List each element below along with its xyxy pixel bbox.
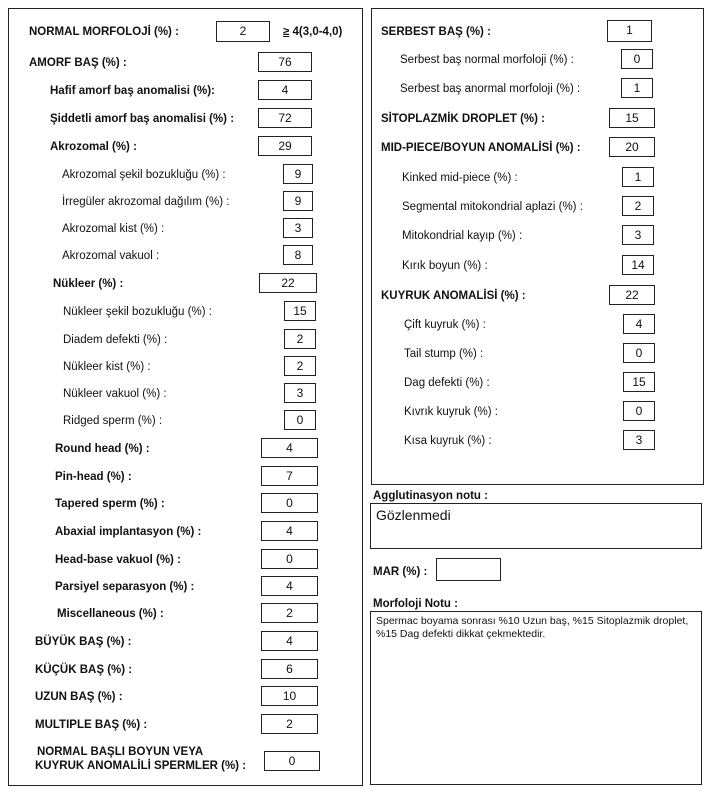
morfoloji-notu-text: Spermac boyama sonrası %10 Uzun baş, %15 Sitoplazmik droplet, %15 Dag defekti dikkat çekmektedir.: [376, 615, 689, 640]
irreguler-akrozomal-label: İrregüler akrozomal dağılım (%) :: [62, 196, 230, 208]
serbest-anormal-field[interactable]: 1: [621, 78, 653, 98]
agglutinasyon-field[interactable]: [370, 503, 702, 549]
amorf-bas-field[interactable]: 76: [258, 52, 312, 72]
kirik-boyun-label: Kırık boyun (%) :: [402, 260, 488, 272]
normal-morfoloji-reference: [283, 25, 342, 39]
dag-defekti-field[interactable]: 15: [623, 372, 655, 392]
round-head-field[interactable]: 4: [261, 438, 318, 458]
abaxial-implantasyon-label: Abaxial implantasyon (%) :: [55, 526, 202, 538]
kucuk-bas-field[interactable]: 6: [261, 659, 318, 679]
akrozomal-kist-label: Akrozomal kist (%) :: [62, 223, 165, 235]
kinked-midpiece-label: Kinked mid-piece (%) :: [402, 172, 518, 184]
akrozomal-vakuol-label: Akrozomal vakuol :: [62, 250, 160, 262]
agglutinasyon-value: Gözlenmedi: [376, 507, 451, 523]
sitoplazmik-field[interactable]: 15: [609, 108, 655, 128]
kivrik-kuyruk-field[interactable]: 0: [623, 401, 655, 421]
normal-morfoloji-label: NORMAL MORFOLOJİ (%) :: [29, 26, 179, 38]
nukleer-sekil-label: Nükleer şekil bozukluğu (%) :: [63, 306, 212, 318]
multiple-bas-field[interactable]: 2: [261, 714, 318, 734]
tail-stump-field[interactable]: 0: [623, 343, 655, 363]
normal-basli-label-line2: KUYRUK ANOMALİLİ SPERMLER (%) :: [35, 760, 247, 772]
buyuk-bas-field[interactable]: 4: [261, 631, 318, 651]
parsiyel-separasyon-label: Parsiyel separasyon (%) :: [55, 581, 195, 593]
serbest-normal-field[interactable]: 0: [621, 49, 653, 69]
uzun-bas-label: UZUN BAŞ (%) :: [35, 691, 123, 703]
mar-field[interactable]: [436, 558, 501, 581]
greater-equal-symbol: ≥: [283, 26, 290, 38]
kucuk-bas-label: KÜÇÜK BAŞ (%) :: [35, 664, 133, 676]
sitoplazmik-label: SİTOPLAZMİK DROPLET (%) :: [381, 113, 545, 125]
mitokondrial-kayip-field[interactable]: 3: [622, 225, 654, 245]
segmental-aplazi-label: Segmental mitokondrial aplazi (%) :: [402, 201, 583, 213]
reference-range: 4(3,0-4,0): [292, 26, 343, 38]
miscellaneous-label: Miscellaneous (%) :: [57, 608, 164, 620]
serbest-bas-label: SERBEST BAŞ (%) :: [381, 26, 491, 38]
kinked-midpiece-field[interactable]: 1: [622, 167, 654, 187]
nukleer-vakuol-field[interactable]: 3: [284, 383, 316, 403]
pin-head-label: Pin-head (%) :: [55, 471, 132, 483]
irreguler-akrozomal-field[interactable]: 9: [283, 191, 313, 211]
amorf-bas-label: AMORF BAŞ (%) :: [29, 57, 127, 69]
normal-basli-label-line1: NORMAL BAŞLI BOYUN VEYA: [37, 746, 204, 758]
buyuk-bas-label: BÜYÜK BAŞ (%) :: [35, 636, 132, 648]
siddetli-amorf-label: Şiddetli amorf baş anomalisi (%) :: [50, 113, 235, 125]
akrozomal-vakuol-field[interactable]: 8: [283, 245, 313, 265]
mitokondrial-kayip-label: Mitokondrial kayıp (%) :: [402, 230, 523, 242]
agglutinasyon-label: Agglutinasyon notu :: [373, 490, 488, 502]
ridged-sperm-label: Ridged sperm (%) :: [63, 415, 163, 427]
kuyruk-anomalisi-field[interactable]: 22: [609, 285, 655, 305]
nukleer-sekil-field[interactable]: 15: [284, 301, 316, 321]
serbest-bas-field[interactable]: 1: [607, 20, 652, 42]
akrozomal-field[interactable]: 29: [258, 136, 312, 156]
uzun-bas-field[interactable]: 10: [261, 686, 318, 706]
kisa-kuyruk-field[interactable]: 3: [623, 430, 655, 450]
round-head-label: Round head (%) :: [55, 443, 150, 455]
midpiece-field[interactable]: 20: [609, 137, 655, 157]
tail-stump-label: Tail stump (%) :: [404, 348, 484, 360]
kivrik-kuyruk-label: Kıvrık kuyruk (%) :: [404, 406, 498, 418]
head-base-vakuol-field[interactable]: 0: [261, 549, 318, 569]
akrozomal-sekil-field[interactable]: 9: [283, 164, 313, 184]
akrozomal-label: Akrozomal (%) :: [50, 141, 137, 153]
nukleer-label: Nükleer (%) :: [53, 278, 124, 290]
nukleer-kist-label: Nükleer kist (%) :: [63, 361, 151, 373]
kuyruk-anomalisi-label: KUYRUK ANOMALİSİ (%) :: [381, 290, 526, 302]
pin-head-field[interactable]: 7: [261, 466, 318, 486]
normal-basli-field[interactable]: 0: [264, 751, 320, 771]
miscellaneous-field[interactable]: 2: [261, 603, 318, 623]
head-base-vakuol-label: Head-base vakuol (%) :: [55, 554, 181, 566]
tapered-sperm-label: Tapered sperm (%) :: [55, 498, 165, 510]
diadem-defekti-field[interactable]: 2: [284, 329, 316, 349]
multiple-bas-label: MULTIPLE BAŞ (%) :: [35, 719, 148, 731]
parsiyel-separasyon-field[interactable]: 4: [261, 576, 318, 596]
akrozomal-kist-field[interactable]: 3: [283, 218, 313, 238]
mar-label: MAR (%) :: [373, 566, 428, 578]
cift-kuyruk-field[interactable]: 4: [623, 314, 655, 334]
serbest-normal-label: Serbest baş normal morfoloji (%) :: [400, 54, 574, 66]
midpiece-label: MID-PIECE/BOYUN ANOMALİSİ (%) :: [381, 142, 581, 154]
akrozomal-sekil-label: Akrozomal şekil bozukluğu (%) :: [62, 169, 226, 181]
cift-kuyruk-label: Çift kuyruk (%) :: [404, 319, 486, 331]
normal-morfoloji-field[interactable]: 2: [216, 21, 270, 42]
hafif-amorf-label: Hafif amorf baş anomalisi (%):: [50, 85, 215, 97]
serbest-anormal-label: Serbest baş anormal morfoloji (%) :: [400, 83, 581, 95]
abaxial-implantasyon-field[interactable]: 4: [261, 521, 318, 541]
kisa-kuyruk-label: Kısa kuyruk (%) :: [404, 435, 492, 447]
diadem-defekti-label: Diadem defekti (%) :: [63, 334, 168, 346]
nukleer-kist-field[interactable]: 2: [284, 356, 316, 376]
kirik-boyun-field[interactable]: 14: [622, 255, 654, 275]
nukleer-vakuol-label: Nükleer vakuol (%) :: [63, 388, 167, 400]
ridged-sperm-field[interactable]: 0: [284, 410, 316, 430]
morfoloji-notu-field[interactable]: [370, 611, 702, 785]
siddetli-amorf-field[interactable]: 72: [258, 108, 312, 128]
segmental-aplazi-field[interactable]: 2: [622, 196, 654, 216]
tapered-sperm-field[interactable]: 0: [261, 493, 318, 513]
morfoloji-notu-label: Morfoloji Notu :: [373, 598, 458, 610]
dag-defekti-label: Dag defekti (%) :: [404, 377, 490, 389]
nukleer-field[interactable]: 22: [259, 273, 317, 293]
hafif-amorf-field[interactable]: 4: [258, 80, 312, 100]
